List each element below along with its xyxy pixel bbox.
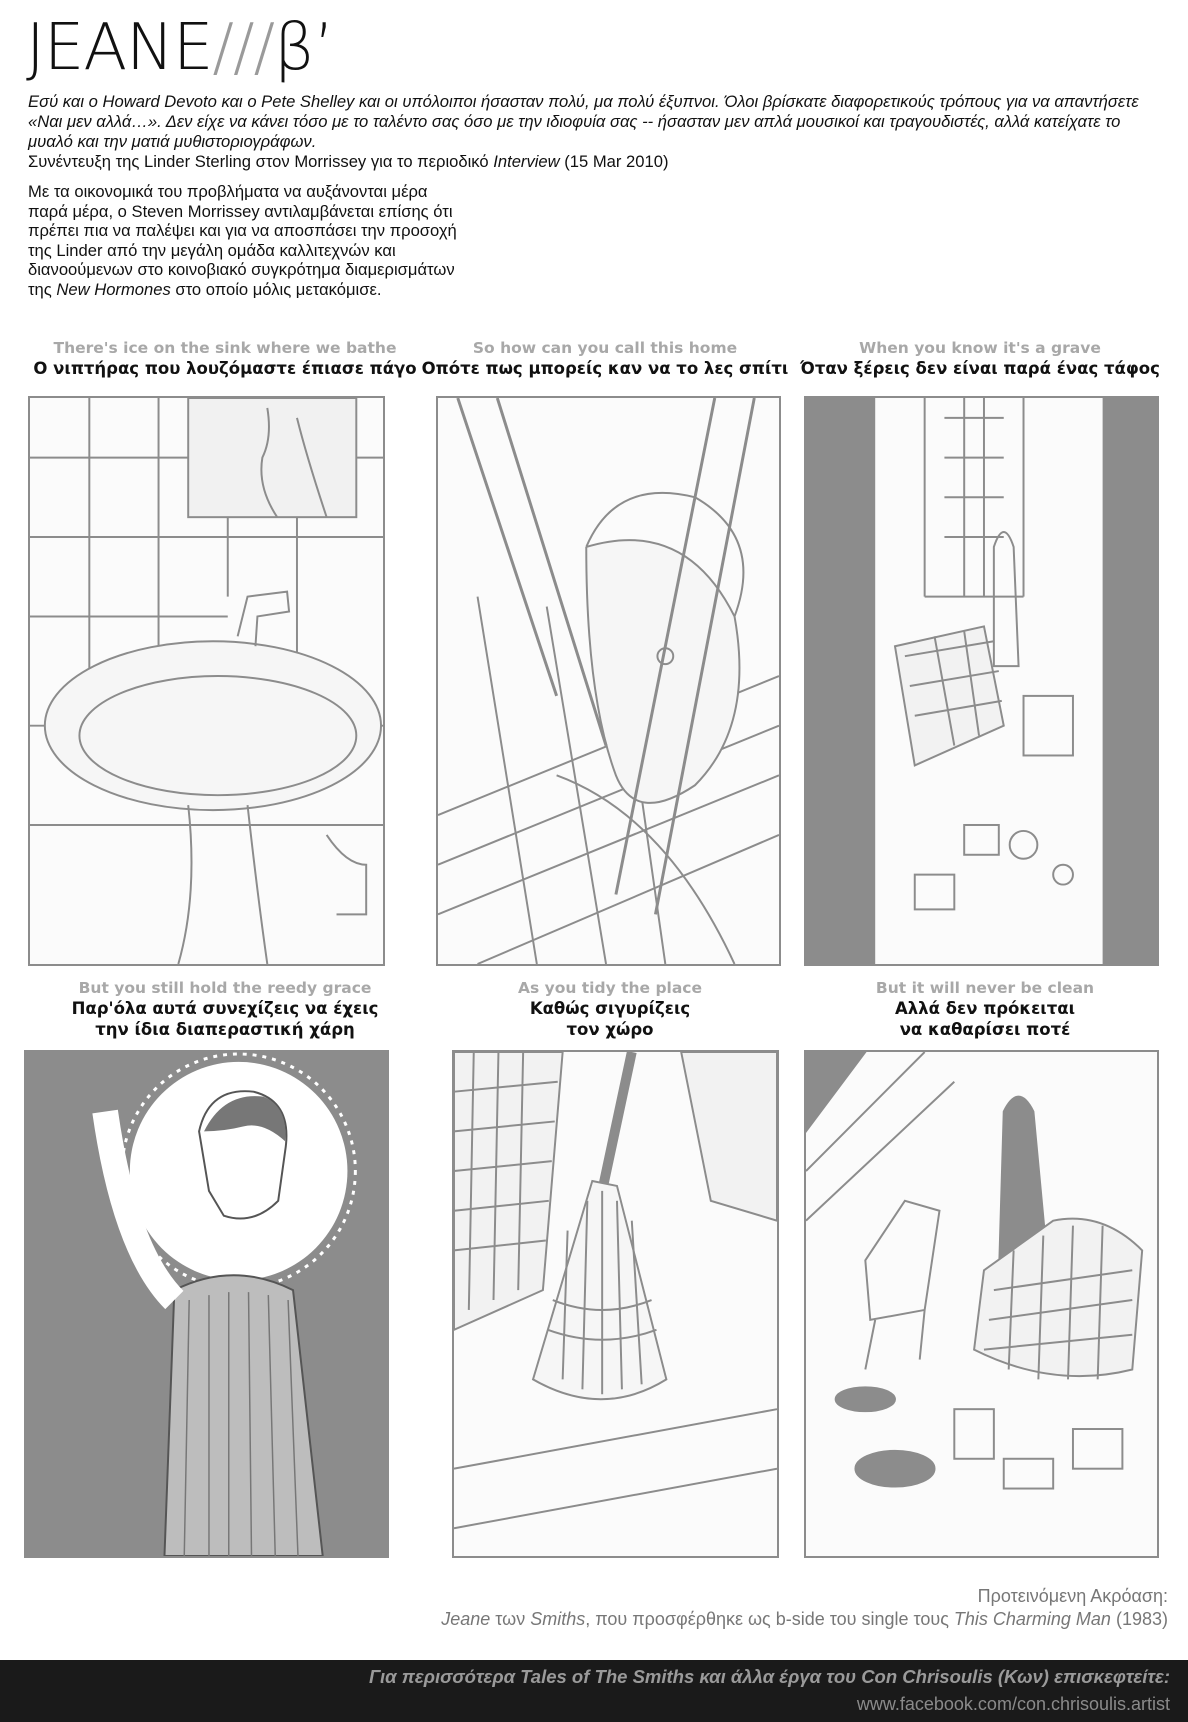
- panel-1-caption: [30, 338, 420, 379]
- panel-6-caption-el-2: να καθαρίσει ποτέ: [899, 1020, 1071, 1039]
- face-illustration: [438, 398, 779, 964]
- listening-text-1: των: [490, 1609, 531, 1629]
- broom-illustration: [454, 1052, 777, 1556]
- listening-label: Προτεινόμενη Ακρόαση:: [977, 1586, 1168, 1606]
- panel-2-caption: [420, 338, 790, 379]
- panel-4-caption-en: But you still hold the reedy grace: [78, 979, 372, 997]
- room-illustration: [806, 398, 1157, 964]
- woman-illustration: [26, 1052, 387, 1556]
- source-date: (15 Mar 2010): [559, 152, 669, 171]
- panel-2-caption-en: So how can you call this home: [472, 339, 738, 357]
- panel-5-caption: [420, 978, 800, 1040]
- panel-3-caption-en: When you know it's a grave: [859, 339, 1101, 357]
- panel-4-caption-el-1: Παρ'όλα αυτά συνεχίζεις να έχεις: [71, 999, 379, 1018]
- intro-paragraph: [28, 182, 468, 299]
- listening-song: Jeane: [441, 1609, 491, 1629]
- panel-4-caption-el-2: την ίδια διαπεραστική χάρη: [95, 1020, 355, 1039]
- panel-4-woman-art: [24, 1050, 389, 1558]
- recommended-listening: [441, 1585, 1168, 1631]
- listening-band: Smiths: [530, 1609, 586, 1629]
- panel-6-caption-en: But it will never be clean: [875, 979, 1095, 997]
- panel-5-caption-el-1: Καθώς σιγυρίζεις: [529, 999, 691, 1018]
- panel-5-caption-en: As you tidy the place: [517, 979, 703, 997]
- panel-3-room-art: [804, 396, 1159, 966]
- footer-url-link[interactable]: www.facebook.com/con.chrisoulis.artist: [856, 1694, 1170, 1714]
- panel-4-caption: [30, 978, 420, 1040]
- title-slashes: ///: [212, 11, 275, 85]
- panel-5-caption-el-2: τον χώρο: [566, 1020, 654, 1039]
- listening-text-2: , που προσφέρθηκε ως b-side του single τους: [585, 1609, 954, 1629]
- listening-year: (1983): [1110, 1609, 1168, 1629]
- intro-label: New Hormones: [56, 279, 171, 299]
- comic-title: [26, 12, 333, 84]
- intro-text-2: στο οποίο μόλις μετακόμισε.: [170, 279, 382, 299]
- panel-6-caption: [800, 978, 1170, 1040]
- quote-source: [28, 152, 669, 172]
- sink-illustration: [30, 398, 383, 964]
- panel-6-caption-el-1: Αλλά δεν πρόκειται: [894, 999, 1076, 1018]
- panel-3-caption-el: Όταν ξέρεις δεν είναι παρά ένας τάφος: [800, 359, 1160, 378]
- intro-text-1: Με τα οικονομικά του προβλήματα να αυξάνονται μέρα παρά μέρα, ο Steven Morrissey αντιλαμβάνεται επίσης ότι πρέπει πια να παλέψει και για να αποσπάσει την προσοχή της Linder από την μεγάλη ομάδα καλλιτεχνών και διανοούμενων στο κοινοβιακό συγκρότημα διαμερισμάτων της: [28, 182, 457, 299]
- footer-promo: Για περισσότερα Tales of The Smiths και άλλα έργα του Con Chrisoulis (Κων) επισκεφτείτε:: [369, 1666, 1170, 1687]
- panel-2-caption-el: Οπότε πως μπορείς καν να το λες σπίτι: [421, 359, 789, 378]
- listening-single: This Charming Man: [953, 1609, 1111, 1629]
- title-main: JEANE: [26, 11, 213, 85]
- title-suffix: β’: [274, 11, 334, 85]
- panel-2-face-art: [436, 396, 781, 966]
- source-prefix: Συνέντευξη της Linder Sterling στον Morrissey για το περιοδικό: [28, 152, 494, 171]
- footer-bar: [0, 1660, 1188, 1722]
- source-magazine: Interview: [493, 152, 560, 171]
- panel-1-caption-el: Ο νιπτήρας που λουζόμαστε έπιασε πάγο: [33, 359, 417, 378]
- messy-room-illustration: [806, 1052, 1157, 1556]
- panel-3-caption: [790, 338, 1170, 379]
- epigraph-quote: Εσύ και ο Howard Devoto και ο Pete Shelley και οι υπόλοιποι ήσασταν πολύ, μα πολύ έξυπνοι. Όλοι βρίσκατε διαφορετικούς τρόπους για να απαντήσετε «Ναι μεν αλλά…». Δεν είχε να κάνει τόσο με το ταλέντο σας όσο με την ιδιοφυία σας -- ήσασταν μεν απλά μουσικοί και τραγουδιστές, αλλά κατείχατε το μυαλό και την ματιά μυθιστοριογράφων.: [28, 92, 1139, 151]
- panel-5-broom-art: [452, 1050, 779, 1558]
- panel-1-caption-en: There's ice on the sink where we bathe: [53, 339, 397, 357]
- listening-details: [441, 1609, 1168, 1629]
- panel-6-messy-room-art: [804, 1050, 1159, 1558]
- panel-1-sink-art: [28, 396, 385, 966]
